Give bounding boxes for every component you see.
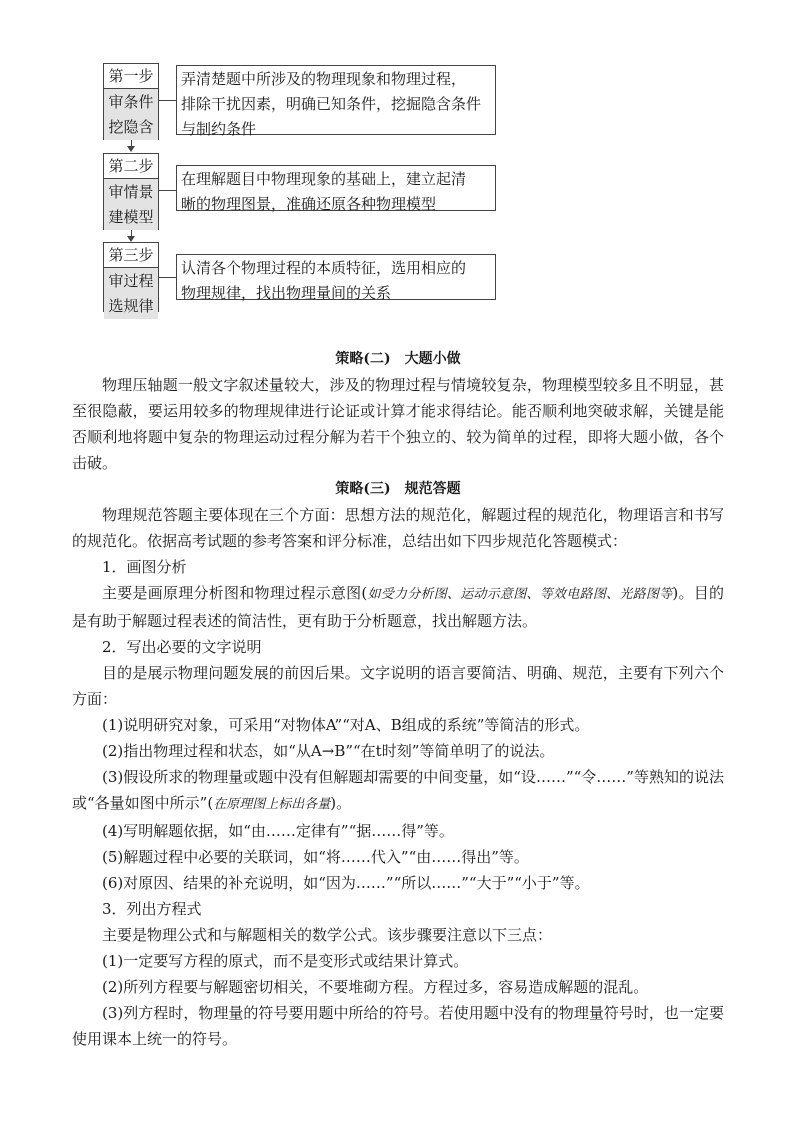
description-line: 与制约条件: [181, 120, 257, 138]
strategy-3-title: [72, 476, 724, 502]
annotation-text: 如受力分析图、运动示意图、等效电路图、光路图等: [367, 587, 673, 602]
list-item: [72, 764, 724, 818]
section-number: 策略(三): [335, 481, 391, 497]
flow-diagram: [0, 0, 794, 320]
list-item: (6)对原因、结果的补充说明，如“因为……”“所以……”“大于”“小于”等。: [102, 874, 590, 892]
text-run: )。目的是有助于解题过程表述的简洁性，更有助于分析题意，找出解题方法。: [72, 584, 724, 630]
subsection-3-intro: 主要是物理公式和与解题相关的数学公式。该步骤要注意以下三点：: [102, 926, 553, 944]
strategy-3-paragraph: 物理规范答题主要体现在三个方面：思想方法的规范化，解题过程的规范化，物理语言和书写的规范化。依据高考试题的参考答案和评分标准，总结出如下四步规范化答题模式：: [72, 506, 724, 550]
step-3-description: [176, 254, 496, 300]
section-name: 大题小做: [404, 351, 461, 367]
subsection-1-paragraph: [72, 580, 724, 634]
step-2-box: [103, 153, 159, 230]
text-run: )。: [330, 794, 352, 812]
arrow-down-icon: [127, 146, 135, 152]
strategy-2-paragraph: 物理压轴题一般文字叙述量较大，涉及的物理过程与情境较复杂，物理模型较多且不明显，甚至很隐蔽，要运用较多的物理规律进行论证或计算才能求得结论。能否顺利地突破求解，关键是能否顺利地将题中复杂的物理运动过程分解为若干个独立的、较为简单的过程，即将大题小做，各个击破。: [72, 376, 724, 472]
document-body: [72, 346, 724, 1052]
subsection-2-intro: 目的是展示物理问题发展的前因后果。文字说明的语言要简洁、明确、规范，主要有下列六个方面：: [72, 664, 724, 708]
step-2-description: [176, 165, 496, 211]
list-item: (2)指出物理过程和状态，如“从A→B”“在t时刻”等简单明了的说法。: [102, 742, 555, 760]
step-1-label-line: 审条件: [108, 93, 154, 111]
subsection-3-heading: 3．列出方程式: [102, 900, 202, 918]
list-item: (5)解题过程中必要的关联词，如“将……代入”“由……得出”等。: [102, 848, 529, 866]
step-1-label-line: 挖隐含: [108, 118, 154, 136]
connector-line: [159, 100, 176, 101]
step-3-number: 第三步: [104, 243, 158, 268]
step-2-number: 第二步: [104, 154, 158, 179]
text-run: 主要是画原理分析图和物理过程示意图(: [102, 584, 368, 602]
list-item: (2)所列方程要与解题密切相关，不要堆砌方程。方程过多，容易造成解题的混乱。: [102, 978, 649, 996]
strategy-2-title: [72, 346, 724, 372]
list-item: (4)写明解题依据，如“由……定律有”“据……得”等。: [102, 822, 454, 840]
annotation-text: 在原理图上标出各量: [213, 797, 331, 812]
description-line: 晰的物理图景，准确还原各种物理模型: [181, 195, 437, 213]
step-1-number: 第一步: [104, 64, 158, 89]
step-1-description: [176, 65, 496, 138]
step-3-label-line: 选规律: [108, 297, 154, 315]
description-line: 排除干扰因素，明确已知条件，挖掘隐含条件: [181, 95, 482, 113]
list-item: (1)一定要写方程的原式，而不是变形式或结果计算式。: [102, 952, 469, 970]
section-number: 策略(二): [335, 351, 391, 367]
connector-line: [159, 277, 176, 278]
subsection-2-heading: 2．写出必要的文字说明: [102, 638, 262, 656]
description-line: 弄清楚题中所涉及的物理现象和物理过程，: [181, 70, 467, 88]
subsection-1-heading: 1．画图分析: [102, 558, 187, 576]
step-1-label: [104, 89, 158, 140]
connector-line: [159, 190, 176, 191]
step-1-box: [103, 63, 159, 140]
step-2-label-line: 审情景: [108, 183, 154, 201]
list-item: (3)列方程时，物理量的符号要用题中所给的符号。若使用题中没有的物理量符号时，也一定要使用课本上统一的符号。: [72, 1004, 724, 1048]
step-2-label: [104, 179, 158, 230]
step-2-label-line: 建模型: [108, 208, 154, 226]
step-3-label: [104, 268, 158, 319]
description-line: 认清各个物理过程的本质特征，选用相应的: [181, 259, 467, 277]
text-run: (3)假设所求的物理量或题中没有但解题却需要的中间变量，如“设……”“令……”等熟知的说法或“各量如图中所示”(: [72, 768, 724, 812]
description-line: 在理解题目中物理现象的基础上，建立起清: [181, 170, 467, 188]
section-name: 规范答题: [404, 481, 461, 497]
step-3-label-line: 审过程: [108, 272, 154, 290]
step-3-box: [103, 242, 159, 315]
description-line: 物理规律，找出物理量间的关系: [181, 284, 392, 302]
list-item: (1)说明研究对象，可采用“对物体A”“对A、B组成的系统”等简洁的形式。: [102, 716, 590, 734]
